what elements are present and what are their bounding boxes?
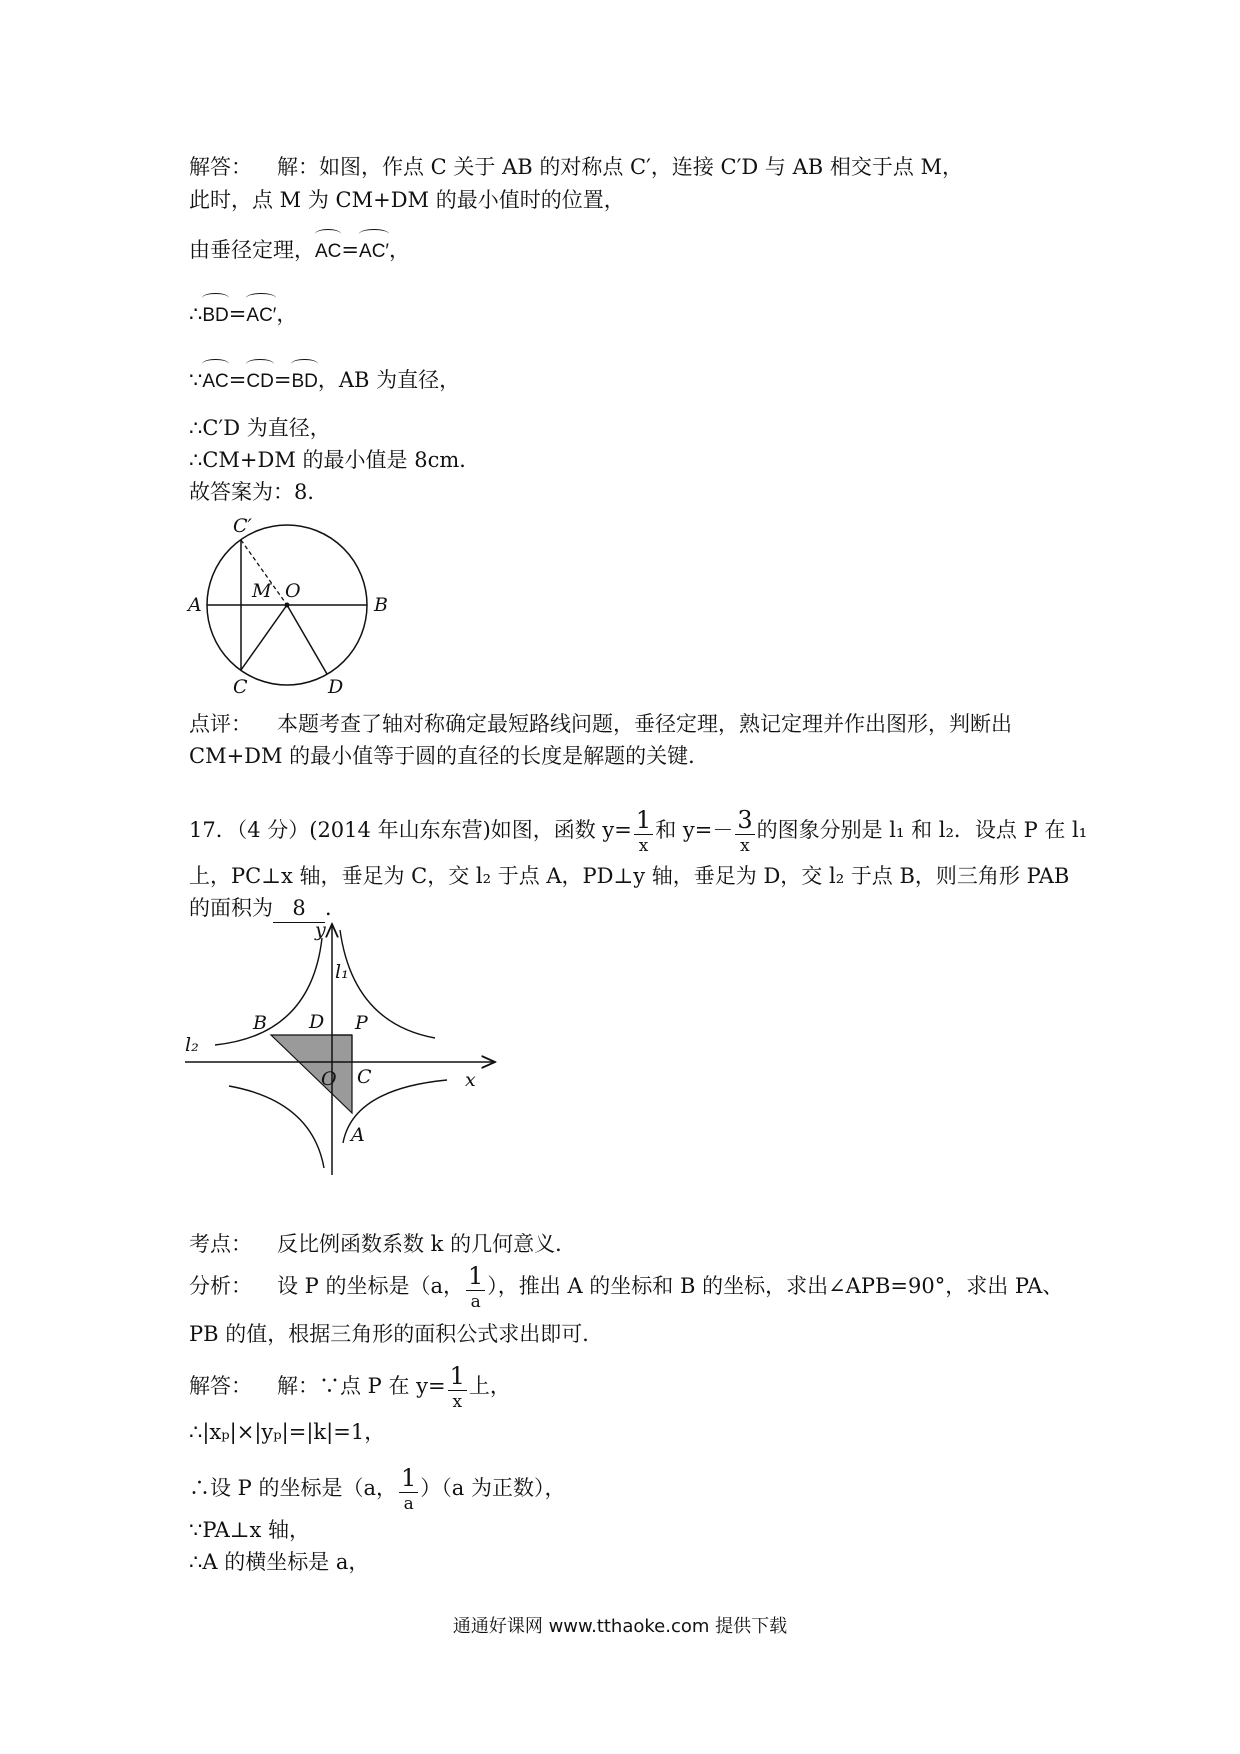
text-segment: 的面积为: [189, 896, 273, 920]
answer-blank: 8: [273, 894, 325, 923]
curve-l2-branch-1: [215, 938, 325, 1045]
answer-line-3: [189, 236, 410, 266]
text-segment: ，: [388, 238, 410, 262]
numerator: 1: [449, 1362, 465, 1390]
text-segment: 的图象分别是 l₁ 和 l₂．设点 P 在 l₁: [756, 818, 1088, 842]
question-17-line-1: [189, 808, 1087, 855]
jieda-line-2: ∴|xₚ|×|yₚ|=|k|=1，: [189, 1420, 386, 1444]
center-point: [285, 603, 290, 608]
text-segment: ，AB 为直径，: [317, 368, 461, 392]
label-c: C: [233, 676, 248, 698]
arc-ac: AC: [315, 238, 341, 266]
label-a: A: [188, 594, 202, 616]
denominator: a: [470, 1292, 481, 1312]
label-o: O: [285, 580, 301, 602]
comment-line-2: CM+DM 的最小值等于圆的直径的长度是解题的关键．: [189, 744, 710, 768]
triangle-pab: [271, 1035, 352, 1113]
text-segment: 设 P 的坐标是（a，: [277, 1274, 464, 1298]
text-segment: ．: [325, 896, 346, 920]
kaodian-label: 考点：: [189, 1232, 252, 1256]
numerator: 1: [401, 1464, 417, 1492]
dianping-label: 点评：: [189, 712, 252, 736]
kaodian-text: 反比例函数系数 k 的几何意义．: [277, 1232, 577, 1256]
text-segment: 由垂径定理，: [189, 238, 315, 262]
numerator: 1: [468, 1262, 484, 1290]
answer-line-4: [189, 300, 297, 330]
label-y: y: [315, 919, 326, 941]
arc-ac-prime: AC′: [246, 302, 276, 330]
answer-line-8: 故答案为：8．: [189, 480, 329, 504]
arc-bd: BD: [202, 302, 228, 330]
fraction-3-over-x: [735, 808, 754, 855]
answer-line-5: [189, 366, 460, 396]
fenxi-line-2: PB 的值，根据三角形的面积公式求出即可．: [189, 1322, 604, 1346]
hyperbola-figure: [185, 918, 505, 1180]
jieda-line-4: ∵PA⊥x 轴，: [189, 1518, 310, 1542]
arc-ac: AC: [202, 368, 228, 396]
label-d: D: [309, 1011, 325, 1033]
label-c-prime: C′: [233, 515, 252, 537]
fenxi-label: 分析：: [189, 1274, 252, 1298]
text-segment: 上，: [468, 1374, 511, 1398]
answer-line-2: 此时，点 M 为 CM+DM 的最小值时的位置，: [189, 188, 625, 212]
answer-line-7: ∴CM+DM 的最小值是 8cm．: [189, 448, 481, 472]
comment-line-1: [189, 710, 1012, 738]
numerator: 1: [635, 806, 652, 834]
text-segment: 和 y=－: [655, 818, 734, 842]
text-segment: 17．（4 分）(2014 年山东东营)如图，函数 y=: [189, 818, 632, 842]
curve-l1-branch-2: [229, 1086, 324, 1168]
fraction-1-over-a: [466, 1264, 485, 1311]
denominator: a: [403, 1494, 414, 1514]
answer-text: 解：如图，作点 C 关于 AB 的对称点 C′，连接 C′D 与 AB 相交于点 M，: [277, 155, 964, 179]
arc-bd: BD: [291, 368, 317, 396]
text-segment: ），推出 A 的坐标和 B 的坐标，求出∠APB=90°，求出 PA、: [487, 1274, 1064, 1298]
denominator: x: [740, 836, 750, 856]
comment-text: 本题考查了轴对称确定最短路线问题，垂径定理，熟记定理并作出图形，判断出: [277, 712, 1012, 736]
label-p: P: [355, 1012, 368, 1034]
answer-line-1: [189, 153, 963, 181]
label-b: B: [253, 1012, 267, 1034]
question-17-line-2: 上，PC⊥x 轴，垂足为 C，交 l₂ 于点 A，PD⊥y 轴，垂足为 D，交 l₂ 于点 B，则三角形 PAB: [189, 864, 1070, 888]
jieda-label: 解答：: [189, 155, 252, 179]
therefore-symbol: ∴: [189, 302, 203, 326]
kaodian-line: [189, 1230, 576, 1258]
arc-ac-prime: AC′: [359, 238, 389, 266]
segment-od: [287, 605, 327, 674]
equals-sign: =: [228, 368, 247, 392]
label-l2: l₂: [185, 1034, 199, 1056]
jieda-line-3: [189, 1466, 565, 1513]
label-b: B: [374, 594, 388, 616]
numerator: 3: [737, 806, 753, 834]
denominator: x: [452, 1392, 463, 1412]
label-a: A: [351, 1124, 365, 1146]
label-m: M: [252, 580, 272, 602]
answer-line-6: ∴C′D 为直径，: [189, 416, 331, 440]
label-d: D: [328, 676, 344, 698]
label-o: O: [321, 1068, 337, 1090]
jieda-line-1: [189, 1364, 511, 1411]
page-footer: 通通好课网 www.tthaoke.com 提供下载: [452, 1616, 788, 1637]
text-segment: 解：∵点 P 在 y=: [277, 1374, 446, 1398]
because-symbol: ∵: [189, 368, 203, 392]
jieda-line-5: ∴A 的横坐标是 a，: [189, 1550, 370, 1574]
fraction-1-over-x: [448, 1364, 467, 1411]
jieda-label: 解答：: [189, 1374, 252, 1398]
denominator: x: [638, 836, 649, 856]
arc-cd: CD: [246, 368, 273, 396]
equals-sign: =: [228, 302, 247, 326]
equals-sign: =: [273, 368, 292, 392]
fraction-1-over-a: [399, 1466, 418, 1513]
equals-sign: =: [341, 238, 360, 262]
text-segment: ∴设 P 的坐标是（a，: [189, 1476, 397, 1500]
label-l1: l₁: [335, 961, 349, 983]
text-segment: ，: [276, 302, 298, 326]
fraction-1-over-x: [634, 808, 653, 855]
fenxi-line-1: [189, 1264, 1063, 1311]
text-segment: ）（a 为正数），: [420, 1476, 566, 1500]
label-c: C: [357, 1066, 372, 1088]
circle-figure: [185, 510, 395, 700]
label-x: x: [465, 1069, 476, 1091]
segment-oc: [241, 605, 287, 670]
